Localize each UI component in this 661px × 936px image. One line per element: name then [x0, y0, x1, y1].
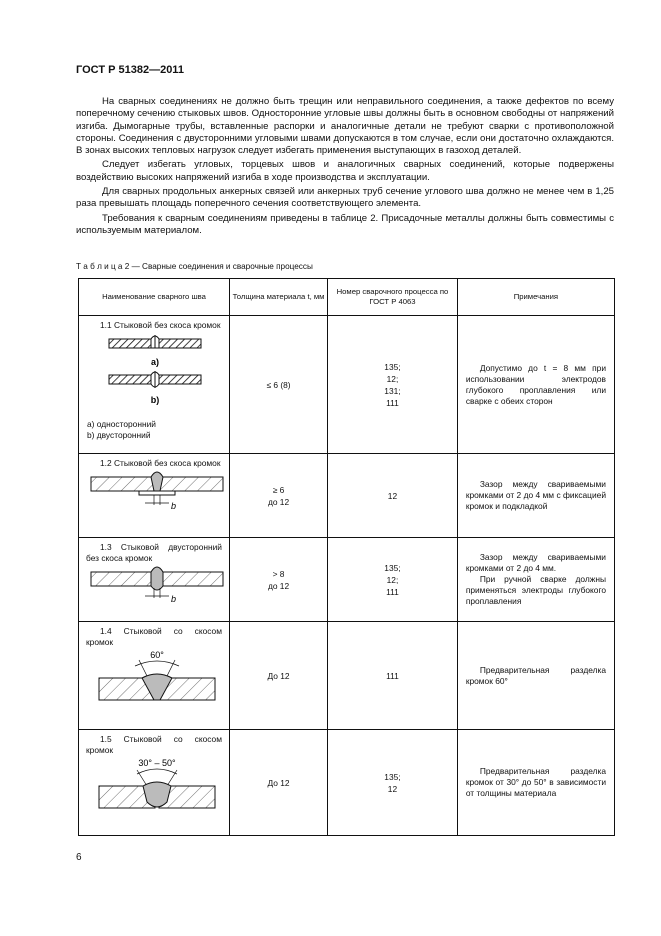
table-caption: Т а б л и ц а 2 — Сварные соединения и сварочные процессы — [76, 262, 313, 271]
list-item: до 12 — [267, 496, 290, 507]
notes-text — [458, 665, 614, 687]
col-header-notes: Примечания — [457, 279, 614, 316]
col-header-name: Наименование сварного шва — [79, 279, 230, 316]
table-row — [79, 454, 615, 538]
notes-cell — [457, 538, 614, 622]
weld-name-cell — [79, 538, 230, 622]
list-item: 111 — [386, 397, 399, 408]
thickness-cell — [229, 538, 327, 622]
paragraph-4: Требования к сварным соединениям приведены в таблице 2. Присадочные металлы должны быть совместимы с используемым материалом. — [76, 212, 614, 236]
weld-diagram-1-5 — [79, 756, 227, 826]
thickness-value: ≤ 6 (8) — [266, 379, 291, 390]
weld-name: 1.2 Стыковой без скоса кромок — [100, 458, 221, 468]
list-item: При ручной сварке должны применяться электроды глубокого проплавления — [465, 574, 606, 606]
list-item: До 12 — [267, 777, 290, 788]
weld-name-cell — [79, 730, 230, 836]
notes-text — [458, 479, 614, 512]
list-item: 12 — [387, 783, 398, 794]
list-item: 135; — [384, 361, 401, 372]
weld-diagram-1-4 — [79, 648, 227, 716]
thickness-cell — [229, 730, 327, 836]
table-row — [79, 538, 615, 622]
list-item: 111 — [386, 670, 399, 681]
paragraph-1: На сварных соединениях не должно быть трещин или неправильного соединения, а также дефектов по всему поперечному сечению стыковых швов. Односторонние угловые швы должны быть в основном свободны от напряжений изгиба. Дымогарные трубы, вставленные распорки и аналогичные детали не требуют сварки с противоположной стороны. Соединения с двусторонними угловыми швами допускаются в том случае, если они достаточно охлаждаются. В зонах высоких тепловых нагрузок следует избегать применения выступающих в газоход деталей. — [76, 96, 614, 157]
table-row — [79, 316, 615, 454]
notes-text — [458, 363, 614, 407]
list-item: Зазор между свариваемыми кромками от 2 до 4 мм. — [465, 552, 606, 573]
weld-name: 1.4 Стыковой со скосом кромок — [86, 626, 222, 647]
process-list — [328, 490, 457, 502]
thickness-cell — [229, 316, 327, 454]
weld-name-cell — [79, 622, 230, 730]
list-item: Допустимо до t = 8 мм при использовании электродов глубокого проплавления или сварке с обеих сторон — [465, 362, 606, 406]
thickness-value — [230, 777, 327, 789]
legend-b: b) двусторонний — [87, 430, 151, 440]
process-cell — [328, 316, 458, 454]
list-item: 12; — [386, 373, 399, 384]
process-list — [328, 361, 457, 409]
thickness-value — [230, 568, 327, 592]
list-item: 135; — [384, 562, 401, 573]
notes-cell — [457, 622, 614, 730]
process-list — [328, 771, 457, 795]
weld-name: 1.3 Стыковой двусторонний без скоса кромок — [86, 542, 222, 563]
table-header-row — [79, 279, 615, 316]
thickness-value — [230, 670, 327, 682]
process-cell — [328, 622, 458, 730]
notes-cell — [457, 316, 614, 454]
weld-name-cell — [79, 316, 230, 454]
groove-angle-label: 60° — [150, 650, 164, 660]
process-cell — [328, 730, 458, 836]
col-header-thickness: Толщина материала t, мм — [229, 279, 327, 316]
welds-table — [78, 278, 615, 836]
subfigure-label-a: а) — [150, 357, 160, 367]
thickness-value — [230, 484, 327, 508]
process-cell — [328, 538, 458, 622]
list-item: 111 — [386, 586, 399, 597]
col-header-process: Номер сварочного процесса по ГОСТ Р 4063 — [328, 279, 458, 316]
list-item: 12 — [387, 490, 398, 501]
thickness-cell — [229, 622, 327, 730]
notes-text — [458, 766, 614, 799]
weld-diagram-1-1 — [79, 331, 227, 417]
paragraph-2: Следует избегать угловых, торцевых швов и аналогичных сварных соединений, которые подвержены воздействию высоких напряжений изгиба в ходе производства и эксплуатации. — [76, 159, 614, 183]
list-item: > 8 — [272, 568, 285, 579]
subfigure-label-b: b) — [150, 395, 160, 405]
list-item: До 12 — [267, 670, 290, 681]
legend-a: a) односторонний — [87, 419, 156, 429]
list-item: Предварительная разделка кромок 60° — [465, 664, 606, 686]
weld-diagram-1-2 — [79, 469, 227, 521]
notes-text — [458, 552, 614, 607]
body-text — [76, 96, 614, 239]
weld-diagram-1-3 — [79, 564, 227, 604]
gap-dimension-label: b — [171, 501, 177, 511]
notes-cell — [457, 454, 614, 538]
thickness-cell — [229, 454, 327, 538]
notes-cell — [457, 730, 614, 836]
process-list — [328, 670, 457, 682]
list-item: 135; — [384, 771, 401, 782]
list-item: 131; — [384, 385, 401, 396]
weld-name: 1.1 Стыковой без скоса кромок — [100, 320, 221, 330]
list-item: Предварительная разделка кромок от 30° до 50° в зависимости от толщины материала — [465, 766, 606, 798]
groove-angle-label: 30° – 50° — [138, 758, 176, 768]
process-list — [328, 562, 457, 598]
list-item: до 12 — [267, 580, 290, 591]
page-number: 6 — [76, 852, 82, 863]
document-header: ГОСТ Р 51382—2011 — [76, 64, 184, 76]
list-item: 12; — [386, 574, 399, 585]
gap-dimension-label: b — [171, 594, 177, 604]
table-row — [79, 730, 615, 836]
table-row — [79, 622, 615, 730]
list-item: Зазор между свариваемыми кромками от 2 до 4 мм с фиксацией кромок и подкладкой — [465, 479, 606, 511]
paragraph-3: Для сварных продольных анкерных связей или анкерных труб сечение углового шва должно не менее чем в 1,25 раза превышать площадь поперечного сечения соответствующего элемента. — [76, 186, 614, 210]
weld-name-cell — [79, 454, 230, 538]
list-item: ≥ 6 — [272, 484, 285, 495]
process-cell — [328, 454, 458, 538]
weld-name: 1.5 Стыковой со скосом кромок — [86, 734, 222, 755]
